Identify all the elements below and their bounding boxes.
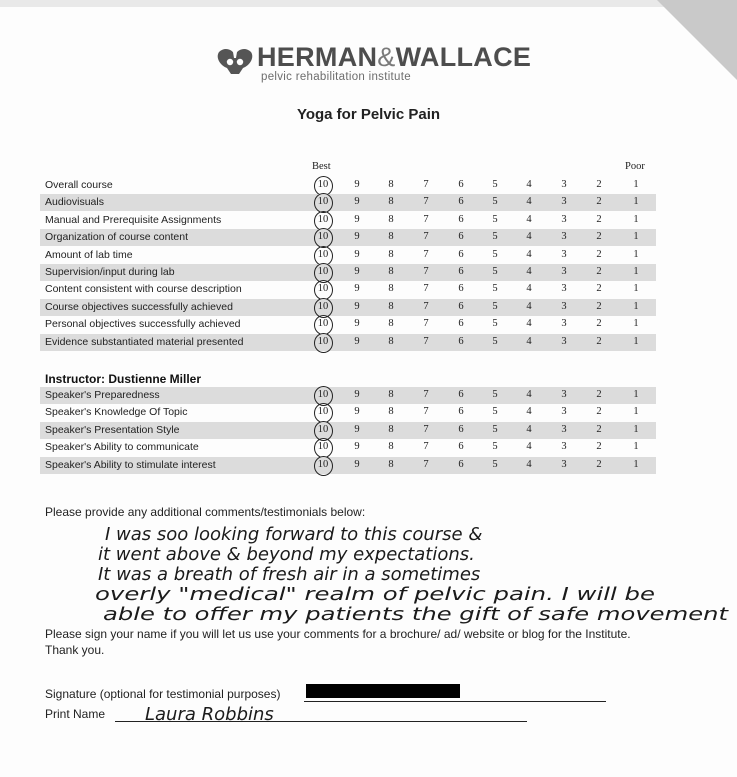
- rating-option[interactable]: 7: [423, 248, 429, 260]
- rating-label: Audiovisuals: [45, 196, 104, 209]
- handwritten-print-name: [145, 700, 405, 726]
- rating-row: [40, 247, 656, 264]
- rating-option[interactable]: 10: [317, 441, 329, 453]
- rating-option[interactable]: 9: [354, 318, 360, 330]
- rating-option[interactable]: 8: [388, 283, 394, 295]
- rating-option[interactable]: 5: [492, 283, 498, 295]
- rating-label: Speaker's Presentation Style: [45, 423, 180, 436]
- rating-scale: [40, 177, 656, 194]
- rating-option[interactable]: 3: [561, 248, 567, 260]
- rating-option[interactable]: 3: [561, 423, 567, 435]
- rating-option[interactable]: 7: [423, 441, 429, 453]
- rating-option[interactable]: 5: [492, 318, 498, 330]
- rating-scale: [40, 404, 656, 421]
- rating-option[interactable]: 10: [317, 458, 329, 470]
- handwritten-comments: [0, 512, 737, 627]
- permission-sentence: Please sign your name if you will let us use your comments for a brochure/ ad/ website or blog for the Institute.: [45, 627, 631, 641]
- rating-option[interactable]: 7: [423, 335, 429, 347]
- rating-option[interactable]: 4: [526, 248, 532, 260]
- rating-option[interactable]: 2: [596, 423, 602, 435]
- rating-option[interactable]: 10: [317, 213, 329, 225]
- rating-option[interactable]: 2: [596, 389, 602, 400]
- rating-option[interactable]: 10: [317, 423, 329, 435]
- rating-option[interactable]: 6: [458, 300, 464, 312]
- rating-scale: [40, 439, 656, 456]
- rating-option[interactable]: 10: [317, 406, 329, 418]
- rating-option[interactable]: 2: [596, 213, 602, 225]
- rating-option[interactable]: 5: [492, 406, 498, 418]
- comment-line: overly "medical" realm of pelvic pain. I will be: [95, 584, 655, 605]
- comment-line: I was soo looking forward to this course &: [105, 524, 483, 545]
- rating-label: Overall course: [45, 179, 113, 191]
- rating-option[interactable]: 9: [354, 179, 360, 190]
- selected-rating-circle: [314, 333, 333, 353]
- rating-option[interactable]: 7: [423, 213, 429, 225]
- rating-option[interactable]: 1: [633, 423, 639, 435]
- rating-option[interactable]: 3: [561, 458, 567, 470]
- rating-option[interactable]: 3: [561, 179, 567, 190]
- org-logo: [215, 42, 535, 88]
- rating-option[interactable]: 10: [317, 266, 329, 277]
- rating-option[interactable]: 3: [561, 283, 567, 295]
- rating-option[interactable]: 1: [633, 196, 639, 208]
- rating-option[interactable]: 5: [492, 335, 498, 347]
- rating-option[interactable]: 8: [388, 196, 394, 208]
- rating-option[interactable]: 9: [354, 423, 360, 435]
- org-name-amp: &: [377, 42, 396, 72]
- rating-option[interactable]: 8: [388, 458, 394, 470]
- rating-scale: [40, 316, 656, 333]
- rating-option[interactable]: 5: [492, 213, 498, 225]
- rating-option[interactable]: 3: [561, 196, 567, 208]
- rating-option[interactable]: 2: [596, 179, 602, 190]
- pelvis-icon: [215, 46, 255, 76]
- rating-option[interactable]: 2: [596, 266, 602, 277]
- rating-option[interactable]: 9: [354, 231, 360, 243]
- rating-option[interactable]: 3: [561, 266, 567, 277]
- rating-option[interactable]: 4: [526, 406, 532, 418]
- rating-option[interactable]: 8: [388, 300, 394, 312]
- rating-option[interactable]: 6: [458, 389, 464, 400]
- rating-option[interactable]: 2: [596, 441, 602, 453]
- rating-label: Speaker's Knowledge Of Topic: [45, 406, 188, 419]
- rating-option[interactable]: 2: [596, 283, 602, 295]
- rating-option[interactable]: 5: [492, 389, 498, 400]
- thank-you: Thank you.: [45, 643, 105, 657]
- rating-scale: [40, 422, 656, 439]
- rating-option[interactable]: 5: [492, 441, 498, 453]
- rating-option[interactable]: 4: [526, 300, 532, 312]
- rating-option[interactable]: 1: [633, 283, 639, 295]
- org-tagline: pelvic rehabilitation institute: [261, 71, 411, 83]
- rating-option[interactable]: 3: [561, 300, 567, 312]
- rating-option[interactable]: 8: [388, 266, 394, 277]
- rating-option[interactable]: 4: [526, 196, 532, 208]
- rating-scale: [40, 194, 656, 211]
- rating-option[interactable]: 4: [526, 266, 532, 277]
- rating-option[interactable]: 6: [458, 231, 464, 243]
- rating-option[interactable]: 3: [561, 335, 567, 347]
- rating-label: Content consistent with course description: [45, 283, 242, 296]
- rating-row: [40, 177, 656, 194]
- rating-option[interactable]: 10: [317, 196, 329, 208]
- rating-option[interactable]: 1: [633, 213, 639, 225]
- rating-option[interactable]: 4: [526, 441, 532, 453]
- rating-row: [40, 404, 656, 421]
- best-label: Best: [312, 161, 331, 172]
- rating-option[interactable]: 8: [388, 248, 394, 260]
- rating-option[interactable]: 8: [388, 213, 394, 225]
- rating-row: [40, 316, 656, 333]
- rating-option[interactable]: 1: [633, 335, 639, 347]
- rating-row: [40, 194, 656, 211]
- rating-option[interactable]: 4: [526, 423, 532, 435]
- rating-option[interactable]: 8: [388, 335, 394, 347]
- rating-option[interactable]: 7: [423, 231, 429, 243]
- rating-option[interactable]: 5: [492, 266, 498, 277]
- rating-option[interactable]: 9: [354, 266, 360, 277]
- comment-line: able to offer my patients the gift of safe movement: [103, 604, 730, 625]
- rating-option[interactable]: 4: [526, 231, 532, 243]
- rating-label: Speaker's Preparedness: [45, 389, 160, 401]
- rating-option[interactable]: 6: [458, 458, 464, 470]
- rating-option[interactable]: 9: [354, 300, 360, 312]
- rating-option[interactable]: 8: [388, 441, 394, 453]
- rating-option[interactable]: 1: [633, 179, 639, 190]
- rating-option[interactable]: 7: [423, 196, 429, 208]
- rating-label: Speaker's Ability to communicate: [45, 441, 199, 454]
- rating-option[interactable]: 1: [633, 406, 639, 418]
- rating-scale: [40, 299, 656, 316]
- rating-option[interactable]: 6: [458, 335, 464, 347]
- rating-scale: [40, 387, 656, 404]
- rating-row: [40, 229, 656, 246]
- rating-scale: [40, 264, 656, 281]
- comment-line: it went above & beyond my expectations.: [98, 544, 475, 565]
- rating-label: Organization of course content: [45, 231, 189, 244]
- scan-top-edge: [0, 0, 737, 7]
- rating-option[interactable]: 10: [317, 335, 329, 347]
- selected-rating-circle: [314, 456, 333, 476]
- rating-label: Course objectives successfully achieved: [45, 300, 233, 313]
- rating-option[interactable]: 3: [561, 213, 567, 225]
- rating-label: Supervision/input during lab: [45, 266, 175, 278]
- rating-option[interactable]: 4: [526, 458, 532, 470]
- rating-row: [40, 299, 656, 316]
- rating-scale: [40, 212, 656, 229]
- rating-option[interactable]: 8: [388, 318, 394, 330]
- rating-option[interactable]: 10: [317, 231, 329, 243]
- rating-option[interactable]: 7: [423, 423, 429, 435]
- rating-scale: [40, 457, 656, 474]
- rating-option[interactable]: 10: [317, 389, 329, 400]
- instructor-heading: Instructor: Dustienne Miller: [45, 372, 202, 386]
- rating-option[interactable]: 3: [561, 406, 567, 418]
- rating-option[interactable]: 2: [596, 300, 602, 312]
- rating-option[interactable]: 9: [354, 406, 360, 418]
- permission-text: [45, 626, 725, 658]
- rating-option[interactable]: 6: [458, 423, 464, 435]
- rating-option[interactable]: 7: [423, 406, 429, 418]
- rating-option[interactable]: 7: [423, 179, 429, 190]
- print-name-label: Print Name: [45, 707, 106, 721]
- org-name: [257, 42, 531, 73]
- rating-option[interactable]: 5: [492, 231, 498, 243]
- rating-option[interactable]: 7: [423, 389, 429, 400]
- rating-scale: [40, 229, 656, 246]
- rating-option[interactable]: 6: [458, 318, 464, 330]
- rating-option[interactable]: 5: [492, 423, 498, 435]
- rating-row: [40, 334, 656, 351]
- rating-option[interactable]: 6: [458, 266, 464, 277]
- rating-option[interactable]: 10: [317, 318, 329, 330]
- rating-option[interactable]: 8: [388, 423, 394, 435]
- rating-option[interactable]: 6: [458, 283, 464, 295]
- rating-option[interactable]: 5: [492, 179, 498, 190]
- rating-option[interactable]: 5: [492, 458, 498, 470]
- rating-option[interactable]: 7: [423, 266, 429, 277]
- rating-option[interactable]: 10: [317, 300, 329, 312]
- rating-option[interactable]: 2: [596, 335, 602, 347]
- signature-label: Signature (optional for testimonial purposes): [45, 687, 281, 701]
- rating-option[interactable]: 2: [596, 406, 602, 418]
- rating-option[interactable]: 4: [526, 318, 532, 330]
- rating-option[interactable]: 6: [458, 196, 464, 208]
- rating-option[interactable]: 4: [526, 283, 532, 295]
- rating-scale: [40, 247, 656, 264]
- rating-option[interactable]: 1: [633, 248, 639, 260]
- rating-option[interactable]: 8: [388, 231, 394, 243]
- rating-option[interactable]: 1: [633, 231, 639, 243]
- poor-label: Poor: [625, 161, 645, 172]
- rating-option[interactable]: 4: [526, 389, 532, 400]
- rating-option[interactable]: 3: [561, 231, 567, 243]
- rating-label: Amount of lab time: [45, 248, 133, 261]
- rating-option[interactable]: 9: [354, 389, 360, 400]
- rating-option[interactable]: 9: [354, 283, 360, 295]
- rating-option[interactable]: 2: [596, 196, 602, 208]
- rating-option[interactable]: 2: [596, 248, 602, 260]
- rating-option[interactable]: 9: [354, 196, 360, 208]
- rating-option[interactable]: 5: [492, 300, 498, 312]
- rating-row: [40, 212, 656, 229]
- form-title: Yoga for Pelvic Pain: [296, 106, 441, 123]
- rating-option[interactable]: 2: [596, 458, 602, 470]
- rating-option[interactable]: 6: [458, 179, 464, 190]
- rating-option[interactable]: 3: [561, 441, 567, 453]
- rating-scale: [40, 334, 656, 351]
- rating-label: Manual and Prerequisite Assignments: [45, 213, 222, 226]
- rating-option[interactable]: 1: [633, 300, 639, 312]
- rating-option[interactable]: 6: [458, 441, 464, 453]
- rating-option[interactable]: 4: [526, 213, 532, 225]
- rating-option[interactable]: 6: [458, 248, 464, 260]
- rating-label: Evidence substantiated material presented: [45, 335, 244, 348]
- rating-row: [40, 387, 656, 404]
- redacted-signature: [306, 684, 460, 698]
- rating-option[interactable]: 5: [492, 248, 498, 260]
- rating-option[interactable]: 7: [423, 300, 429, 312]
- rating-option[interactable]: 7: [423, 318, 429, 330]
- rating-option[interactable]: 4: [526, 335, 532, 347]
- org-name-part2: WALLACE: [395, 42, 532, 72]
- rating-option[interactable]: 3: [561, 318, 567, 330]
- rating-option[interactable]: 1: [633, 389, 639, 400]
- rating-option[interactable]: 1: [633, 458, 639, 470]
- rating-option[interactable]: 8: [388, 179, 394, 190]
- rating-option[interactable]: 2: [596, 318, 602, 330]
- rating-option[interactable]: 9: [354, 335, 360, 347]
- rating-option[interactable]: 4: [526, 179, 532, 190]
- rating-option[interactable]: 5: [492, 196, 498, 208]
- rating-label: Personal objectives successfully achieved: [45, 318, 241, 331]
- rating-scale: [40, 281, 656, 298]
- rating-row: [40, 281, 656, 298]
- rating-option[interactable]: 2: [596, 231, 602, 243]
- rating-option[interactable]: 3: [561, 389, 567, 400]
- rating-row: [40, 264, 656, 281]
- rating-option[interactable]: 1: [633, 266, 639, 277]
- rating-option[interactable]: 7: [423, 458, 429, 470]
- rating-row: [40, 439, 656, 456]
- rating-option[interactable]: 10: [317, 283, 329, 295]
- comments-prompt: Please provide any additional comments/testimonials below:: [45, 505, 366, 519]
- folded-corner: [657, 0, 737, 80]
- print-name-rule-lead: [115, 721, 145, 722]
- comment-line: It was a breath of fresh air in a sometimes: [98, 564, 481, 585]
- org-name-part1: HERMAN: [257, 42, 378, 72]
- rating-option[interactable]: 10: [317, 179, 329, 190]
- print-name-value: Laura Robbins: [145, 704, 274, 725]
- rating-option[interactable]: 8: [388, 389, 394, 400]
- rating-option[interactable]: 9: [354, 248, 360, 260]
- rating-row: [40, 422, 656, 439]
- rating-option[interactable]: 10: [317, 248, 329, 260]
- rating-label: Speaker's Ability to stimulate interest: [45, 458, 216, 471]
- rating-option[interactable]: 6: [458, 406, 464, 418]
- rating-option[interactable]: 1: [633, 441, 639, 453]
- rating-option[interactable]: 7: [423, 283, 429, 295]
- rating-option[interactable]: 6: [458, 213, 464, 225]
- rating-option[interactable]: 9: [354, 213, 360, 225]
- rating-option[interactable]: 8: [388, 406, 394, 418]
- rating-option[interactable]: 1: [633, 318, 639, 330]
- rating-row: [40, 457, 656, 474]
- rating-option[interactable]: 9: [354, 441, 360, 453]
- rating-option[interactable]: 9: [354, 458, 360, 470]
